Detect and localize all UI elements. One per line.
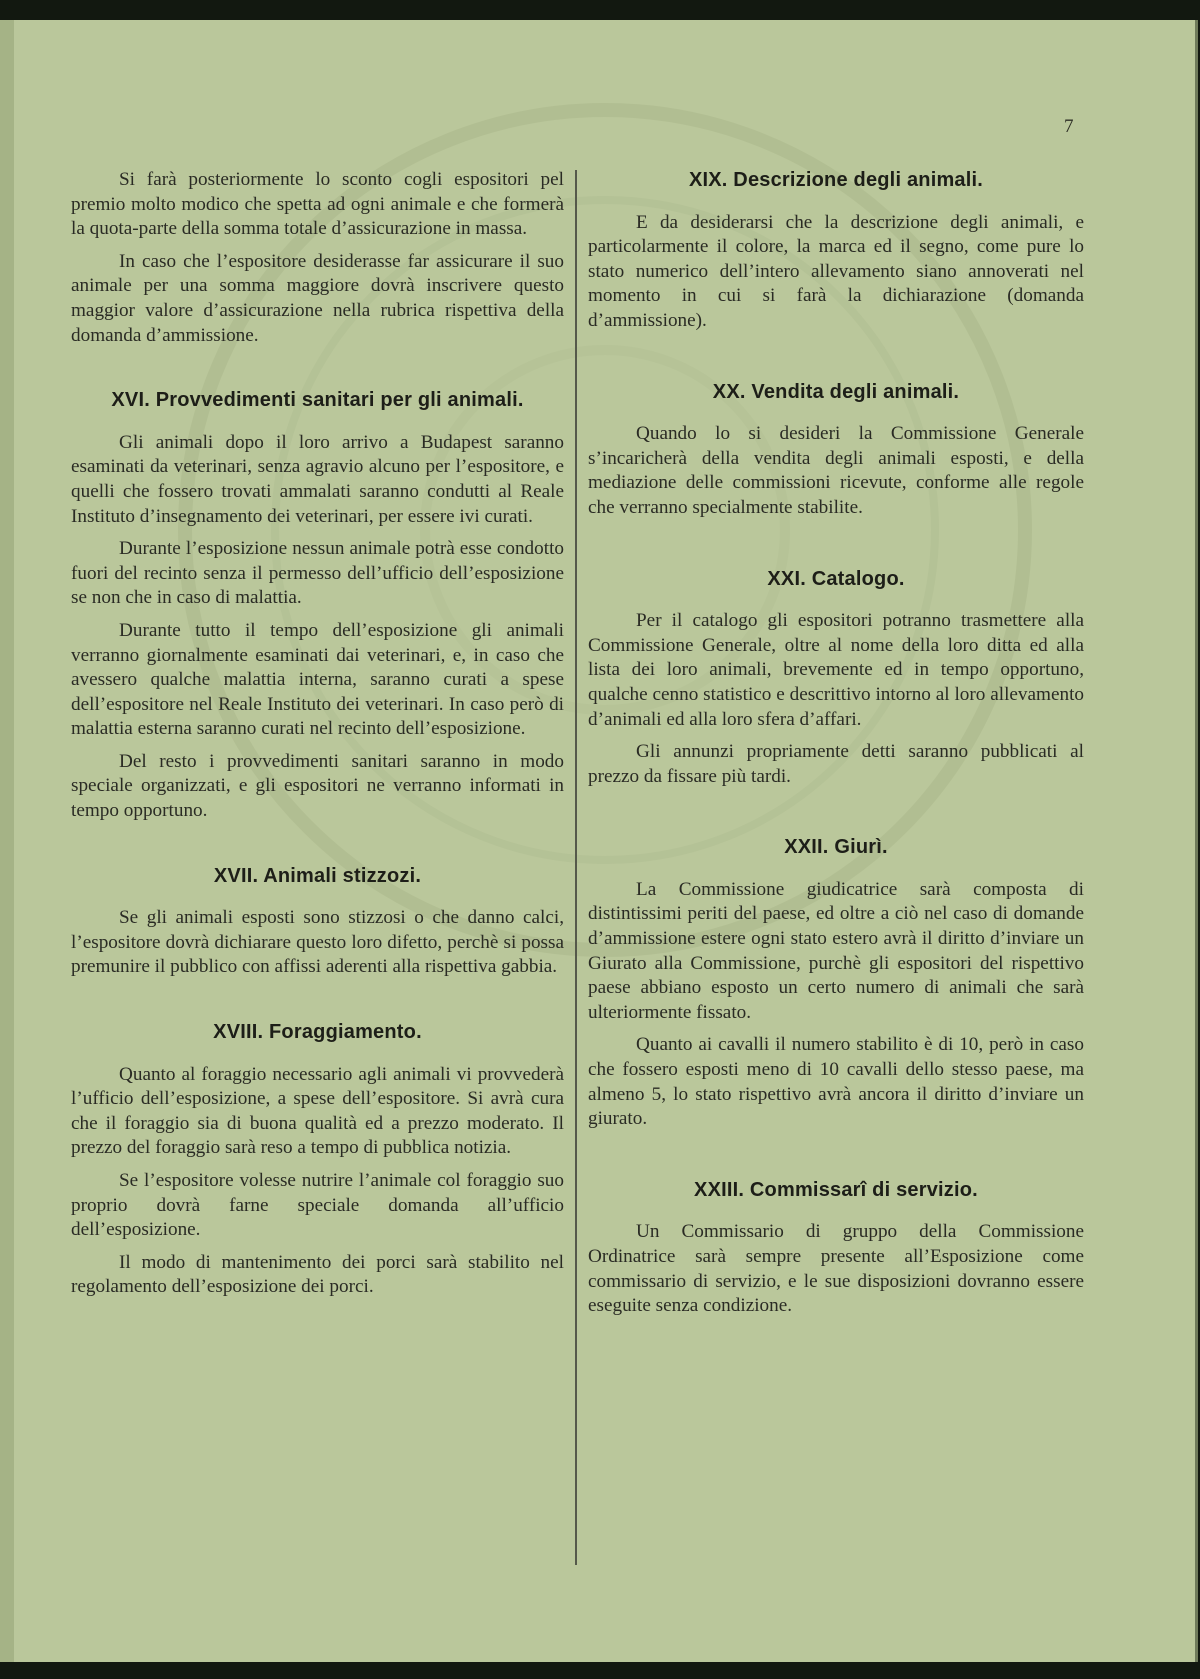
section-heading: XXIII. Commissarî di servizio. [694, 1178, 978, 1201]
section-heading: XXII. Giurì. [784, 836, 888, 859]
left-column [71, 168, 564, 1308]
paragraph: Durante tutto il tempo dell’esposizione gli animali verranno giornalmente esaminati dai veterinari, e, in caso che avessero qualche malattia interna, saranno curati a spese dell’espositore nel Reale Instituto dei veterinari. In caso però di malattia esterna saranno curati nel recinto dell’esposizione. [71, 619, 564, 740]
section-heading: XX. Vendita degli animali. [712, 380, 960, 403]
right-column [588, 168, 1084, 1327]
paragraph: Quando lo si desideri la Commissione Generale s’incaricherà della vendita degli animali esposti, e della mediazione delle commissioni ricevute, conforme alle regole che verranno specialmente stabilite. [588, 423, 1084, 518]
paragraph: Del resto i provvedimenti sanitari saranno in modo speciale organizzati, e gli espositori ne verranno informati in tempo opportuno. [71, 750, 564, 822]
paragraph: Se gli animali esposti sono stizzosi o che danno calci, l’espositore dovrà dichiarare questo loro difetto, perchè si possa premunire il pubblico con affissi aderenti alla rispettiva gabbia. [71, 907, 564, 978]
section-heading: XXI. Catalogo. [767, 567, 905, 590]
page-edge [0, 20, 14, 1662]
section-heading: XIX. Descrizione degli animali. [688, 169, 984, 191]
paragraph: Se l’espositore volesse nutrire l’animale col foraggio suo proprio dovrà farne speciale domanda all’ufficio dell’esposizione. [71, 1170, 564, 1241]
paragraph: Per il catalogo gli espositori potranno trasmettere alla Commissione Generale, oltre al nome della loro ditta ed alla lista dei loro animali, brevemente ed in tempo opportuno, qualche cenno statistico e descrittivo intorno al loro allevamento d’animali ed alla loro sfera d’affari. [588, 610, 1084, 730]
paragraph: E da desiderarsi che la descrizione degli animali, e particolarmente il colore, la marca ed il segno, come pure lo stato numerico dell’intero allevamento siano annoverati nel momento in cui si farà la dichiarazione (domanda d’ammissione). [588, 211, 1084, 331]
page-number: 7 [1064, 116, 1074, 137]
paragraph: Durante l’esposizione nessun animale potrà esse condotto fuori del recinto senza il permesso dell’ufficio dell’esposizione se non che in caso di malattia. [71, 538, 564, 609]
paragraph: In caso che l’espositore desiderasse far assicurare il suo animale per una somma maggiore dovrà inscrivere questo maggior valore d’assicurazione nella rubrica rispettiva della domanda d’ammissione. [71, 250, 564, 346]
document-page [0, 20, 1198, 1662]
paragraph: Gli animali dopo il loro arrivo a Budapest saranno esaminati da veterinari, senza agravio alcuno per l’espositore, e quelli che fossero trovati ammalati saranno condutti al Reale Instituto d’insegnamento dei veterinari, per essere ivi curati. [71, 431, 564, 527]
paragraph: Il modo di mantenimento dei porci sarà stabilito nel regolamento dell’esposizione dei porci. [71, 1251, 564, 1298]
paragraph: Un Commissario di gruppo della Commissione Ordinatrice sarà sempre presente all’Esposizione come commissario di servizio, e le sue disposizioni dovranno essere eseguite senza condizione. [588, 1221, 1084, 1317]
paragraph: La Commissione giudicatrice sarà composta di distintissimi periti del paese, ed oltre a ciò nel caso di domande d’ammissione estere ogni stato estero avrà il diritto d’inviare un Giurato alla Commissione, purchè gli espositori del rispettivo paese abbiano esposto un certo numero di animali che sarà ulteriormente fissato. [588, 878, 1084, 1023]
section-heading: XVI. Provvedimenti sanitari per gli animali. [111, 389, 524, 412]
paragraph: Quanto al foraggio necessario agli animali vi provvederà l’ufficio dell’esposizione, a spese dell’espositore. Si avrà cura che il foraggio sia di buona qualità ed a prezzo moderato. Il prezzo del foraggio sarà reso a tempo di pubblica notizia. [71, 1063, 564, 1159]
section-heading: XVII. Animali stizzozi. [213, 864, 422, 887]
paragraph: Gli annunzi propriamente detti saranno pubblicati al prezzo da fissare più tardi. [588, 741, 1084, 787]
section-heading: XVIII. Foraggiamento. [213, 1021, 422, 1044]
column-divider [575, 170, 577, 1565]
paragraph: Quanto ai cavalli il numero stabilito è di 10, però in caso che fossero esposti meno di 10 cavalli dello stesso paese, ma almeno 5, lo stato rispettivo avrà ancora il diritto d’inviare un giurato. [588, 1034, 1084, 1130]
paragraph: Si farà posteriormente lo sconto cogli espositori pel premio molto modico che spetta ad ogni animale e che formerà la quota-parte della somma totale d’assicurazione in massa. [71, 169, 564, 240]
